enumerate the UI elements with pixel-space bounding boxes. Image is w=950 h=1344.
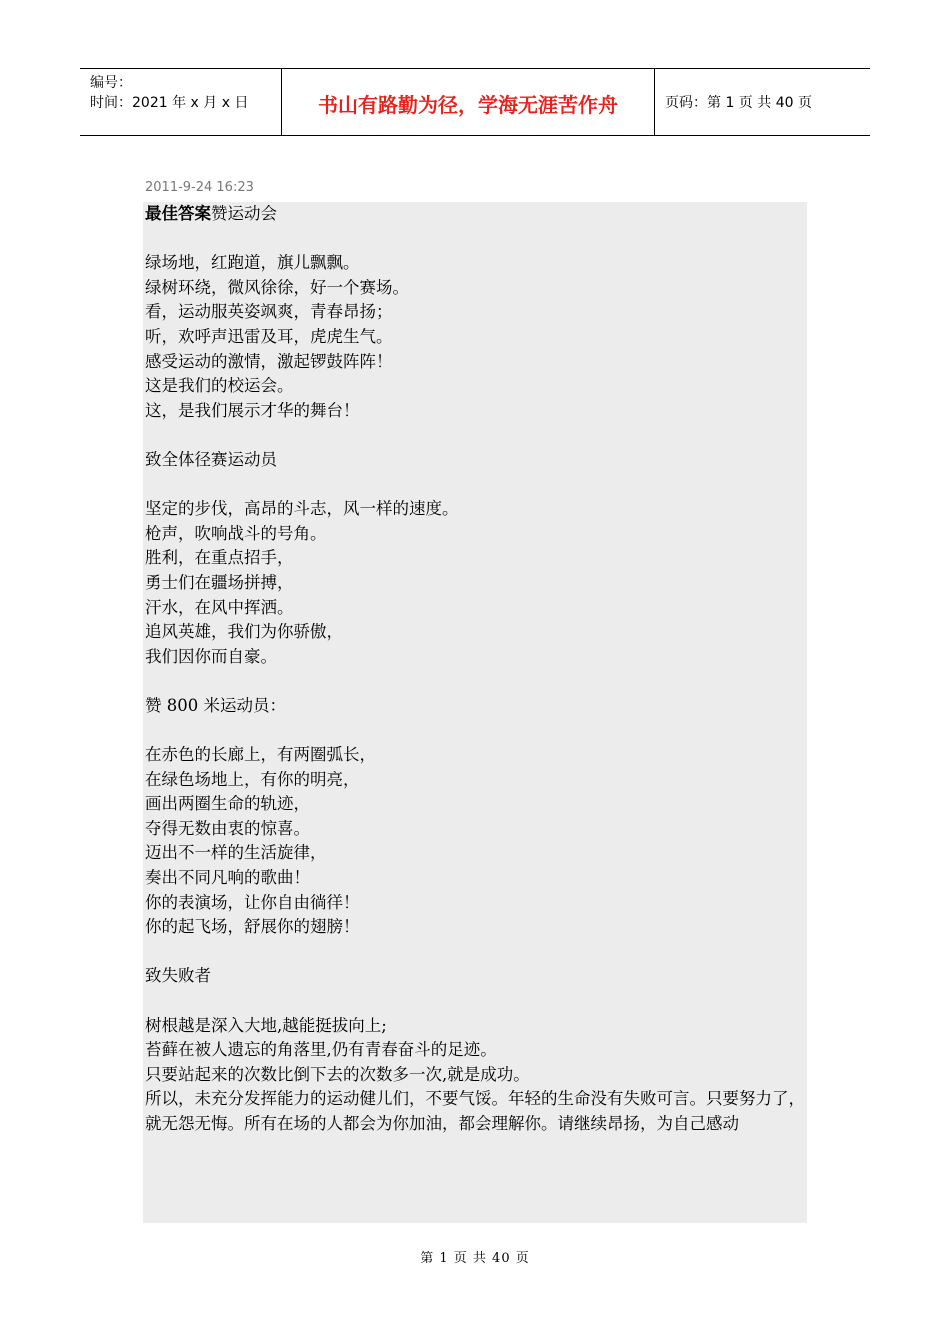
blank-line xyxy=(145,989,807,1014)
section3-title: 赞 800 米运动员： xyxy=(145,695,286,715)
serial-label: 编号： xyxy=(90,75,132,91)
poem2-line: 追风英雄，我们为你骄傲， xyxy=(145,622,343,642)
answer-content-box xyxy=(143,202,807,1223)
poem3-line: 你的表演场，让你自由徜徉！ xyxy=(145,892,360,912)
blank-line xyxy=(145,473,807,498)
poem3-line: 你的起飞场，舒展你的翅膀！ xyxy=(145,917,360,937)
blank-line xyxy=(145,718,807,743)
poem2-line: 汗水，在风中挥洒。 xyxy=(145,597,294,617)
best-answer-label: 最佳答案 xyxy=(145,204,211,223)
poem1-line: 绿场地，红跑道，旗儿飘飘。 xyxy=(145,253,360,273)
best-answer-line xyxy=(145,202,807,227)
poem4-line: 树根越是深入大地,越能挺拔向上; xyxy=(145,1015,387,1035)
poem4-line: 苔藓在被人遗忘的角落里,仍有青春奋斗的足迹。 xyxy=(145,1040,497,1060)
poem3-line: 夺得无数由衷的惊喜。 xyxy=(145,818,310,838)
poem3-line: 画出两圈生命的轨迹， xyxy=(145,794,310,814)
poem2-line: 我们因你而自豪。 xyxy=(145,646,277,666)
header-page-info: 页码：第 1 页 共 40 页 xyxy=(665,95,812,111)
page-footer: 第 1 页 共 40 页 xyxy=(420,1251,530,1266)
poem2-line: 枪声，吹响战斗的号角。 xyxy=(145,523,327,543)
poem1-line: 这，是我们展示才华的舞台！ xyxy=(145,400,360,420)
poem1-line: 看，运动服英姿飒爽，青春昂扬； xyxy=(145,302,393,322)
blank-line xyxy=(145,227,807,252)
poem3-line: 在赤色的长廊上，有两圈弧长， xyxy=(145,745,376,765)
poem3-line: 在绿色场地上，有你的明亮， xyxy=(145,769,360,789)
closing-paragraph: 所以，未充分发挥能力的运动健儿们，不要气馁。年轻的生命没有失败可言。只要努力了，就无怨无悔。所有在场的人都会为你加油，都会理解你。请继续昂扬，为自己感动 xyxy=(145,1089,805,1133)
header-motto: 书山有路勤为径，学海无涯苦作舟 xyxy=(282,69,655,135)
document-header xyxy=(80,68,870,136)
section4-title: 致失败者 xyxy=(145,966,211,986)
section2-title: 致全体径赛运动员 xyxy=(145,449,277,469)
header-left-cell xyxy=(80,69,282,135)
blank-line xyxy=(145,940,807,965)
date-label: 时间：2021 年 x 月 x 日 xyxy=(90,95,249,111)
poem1-line: 感受运动的激情，激起锣鼓阵阵！ xyxy=(145,351,393,371)
poem1-line: 绿树环绕，微风徐徐，好一个赛场。 xyxy=(145,277,409,297)
blank-line xyxy=(145,669,807,694)
poem2-line: 坚定的步伐，高昂的斗志，风一样的速度。 xyxy=(145,499,459,519)
poem1-line: 这是我们的校运会。 xyxy=(145,376,294,396)
best-answer-title: 赞运动会 xyxy=(211,204,277,223)
poem1-line: 听，欢呼声迅雷及耳，虎虎生气。 xyxy=(145,326,393,346)
poem3-line: 奏出不同凡响的歌曲！ xyxy=(145,868,310,888)
post-timestamp: 2011-9-24 16:23 xyxy=(145,180,254,195)
poem2-line: 勇士们在疆场拼搏， xyxy=(145,572,294,592)
poem3-line: 迈出不一样的生活旋律， xyxy=(145,843,327,863)
blank-line xyxy=(145,423,807,448)
poem2-line: 胜利，在重点招手， xyxy=(145,548,294,568)
poem4-line: 只要站起来的次数比倒下去的次数多一次,就是成功。 xyxy=(145,1064,530,1084)
